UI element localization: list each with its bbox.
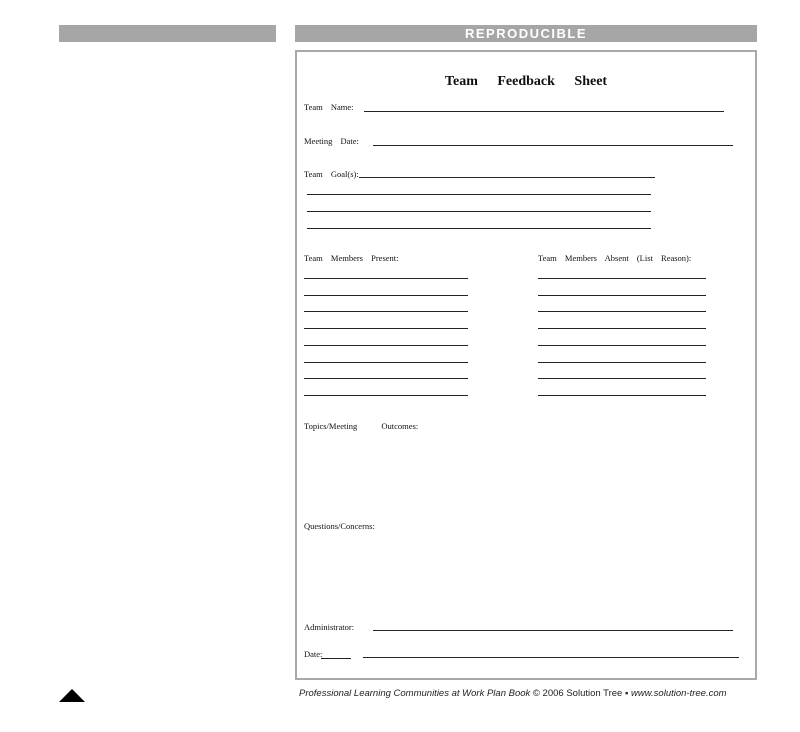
- team-goals-line[interactable]: [359, 177, 655, 178]
- team-name-line[interactable]: [364, 111, 724, 112]
- members-present-line[interactable]: [304, 328, 468, 329]
- members-present-line[interactable]: [304, 311, 468, 312]
- members-absent-line[interactable]: [538, 278, 706, 279]
- members-present-line[interactable]: [304, 278, 468, 279]
- team-goals-line[interactable]: [307, 211, 651, 212]
- members-absent-line[interactable]: [538, 378, 706, 379]
- members-present-line[interactable]: [304, 345, 468, 346]
- members-absent-line[interactable]: [538, 328, 706, 329]
- administrator-label: Administrator:: [304, 622, 355, 632]
- members-absent-line[interactable]: [538, 395, 706, 396]
- footer-bullet: ▪: [624, 688, 629, 699]
- members-present-line[interactable]: [304, 295, 468, 296]
- members-absent-line[interactable]: [538, 295, 706, 296]
- team-goals-line[interactable]: [307, 194, 651, 195]
- copyright-text: © 2006 Solution Tree: [532, 688, 623, 699]
- topics-outcomes-label: Topics/Meeting Outcomes:: [304, 421, 419, 431]
- members-present-line[interactable]: [304, 395, 468, 396]
- administrator-line[interactable]: [373, 630, 733, 631]
- members-present-line[interactable]: [304, 378, 468, 379]
- left-header-bar: [59, 25, 276, 42]
- meeting-date-line[interactable]: [373, 145, 733, 146]
- feedback-sheet: [295, 50, 757, 680]
- triangle-up-icon: [59, 689, 85, 702]
- date-short-line[interactable]: [321, 658, 351, 659]
- members-absent-label: Team Members Absent (List Reason):: [538, 253, 692, 263]
- members-present-line[interactable]: [304, 362, 468, 363]
- book-title: Professional Learning Communities at Work Plan Book: [299, 688, 531, 699]
- date-line[interactable]: [363, 657, 739, 658]
- reproducible-banner: REPRODUCIBLE: [295, 25, 757, 42]
- members-absent-line[interactable]: [538, 311, 706, 312]
- footer-credit: [299, 688, 727, 699]
- team-goals-label: Team Goal(s):: [304, 169, 359, 179]
- meeting-date-label: Meeting Date:: [304, 136, 359, 146]
- members-absent-line[interactable]: [538, 345, 706, 346]
- members-absent-line[interactable]: [538, 362, 706, 363]
- members-present-label: Team Members Present:: [304, 253, 399, 263]
- date-label: Date:: [304, 649, 323, 659]
- questions-concerns-label: Questions/Concerns:: [304, 521, 375, 531]
- team-goals-line[interactable]: [307, 228, 651, 229]
- team-name-label: Team Name:: [304, 102, 354, 112]
- website-link[interactable]: www.solution-tree.com: [630, 688, 727, 699]
- sheet-title: Team Feedback Sheet: [444, 74, 608, 89]
